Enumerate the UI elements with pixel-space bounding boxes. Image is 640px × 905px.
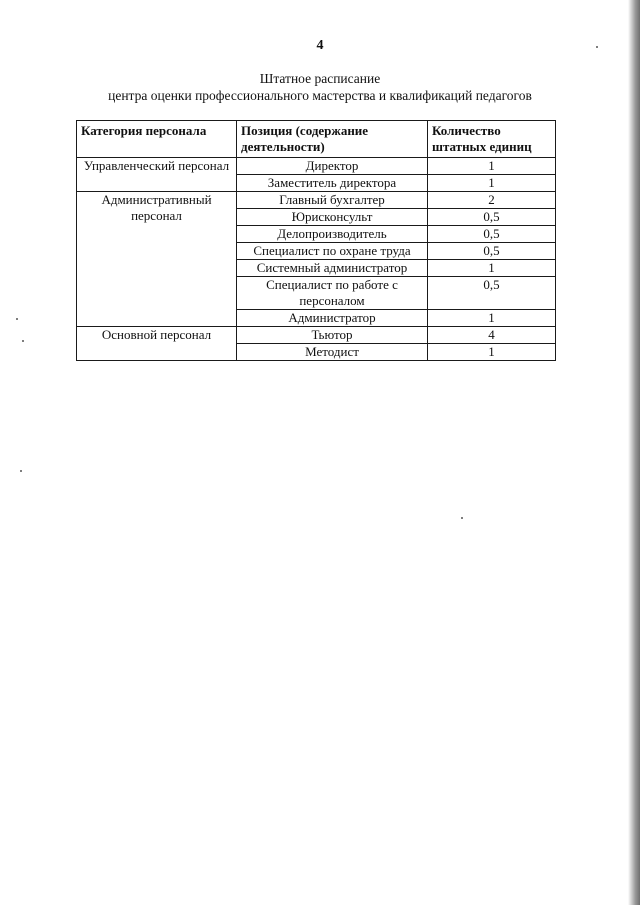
count-cell: 0,5 [428, 226, 556, 243]
scan-edge-shadow [628, 0, 640, 905]
document-title [0, 70, 640, 104]
scan-speck [16, 318, 18, 320]
category-cell: Управленческий персонал [77, 158, 237, 192]
count-cell: 4 [428, 327, 556, 344]
table-row [77, 158, 556, 175]
position-cell: Специалист по работе с персоналом [237, 277, 428, 310]
page-number: 4 [316, 38, 324, 53]
scan-speck [461, 517, 463, 519]
header-category: Категория персонала [77, 121, 237, 158]
category-cell: Административный персонал [77, 192, 237, 327]
table-row [77, 327, 556, 344]
count-cell: 0,5 [428, 277, 556, 310]
header-position: Позиция (содержание деятельности) [237, 121, 428, 158]
position-cell: Делопроизводитель [237, 226, 428, 243]
category-cell: Основной персонал [77, 327, 237, 361]
position-cell: Системный администратор [237, 260, 428, 277]
count-cell: 1 [428, 344, 556, 361]
position-cell: Администратор [237, 310, 428, 327]
count-cell: 0,5 [428, 209, 556, 226]
count-cell: 2 [428, 192, 556, 209]
table-header-row [77, 121, 556, 158]
position-cell: Директор [237, 158, 428, 175]
position-cell: Методист [237, 344, 428, 361]
title-line-2: центра оценки профессионального мастерства и квалификаций педагогов [108, 88, 532, 103]
header-count: Количество штатных единиц [428, 121, 556, 158]
position-cell: Главный бухгалтер [237, 192, 428, 209]
table-body [77, 158, 556, 361]
count-cell: 0,5 [428, 243, 556, 260]
count-cell: 1 [428, 260, 556, 277]
count-cell: 1 [428, 310, 556, 327]
title-line-1: Штатное расписание [259, 71, 381, 86]
scan-speck [20, 470, 22, 472]
position-cell: Юрисконсульт [237, 209, 428, 226]
scan-speck [22, 340, 24, 342]
count-cell: 1 [428, 175, 556, 192]
count-cell: 1 [428, 158, 556, 175]
position-cell: Тьютор [237, 327, 428, 344]
position-cell: Специалист по охране труда [237, 243, 428, 260]
scan-speck [596, 46, 598, 48]
table-row [77, 192, 556, 209]
staff-schedule-table [76, 120, 556, 361]
position-cell: Заместитель директора [237, 175, 428, 192]
